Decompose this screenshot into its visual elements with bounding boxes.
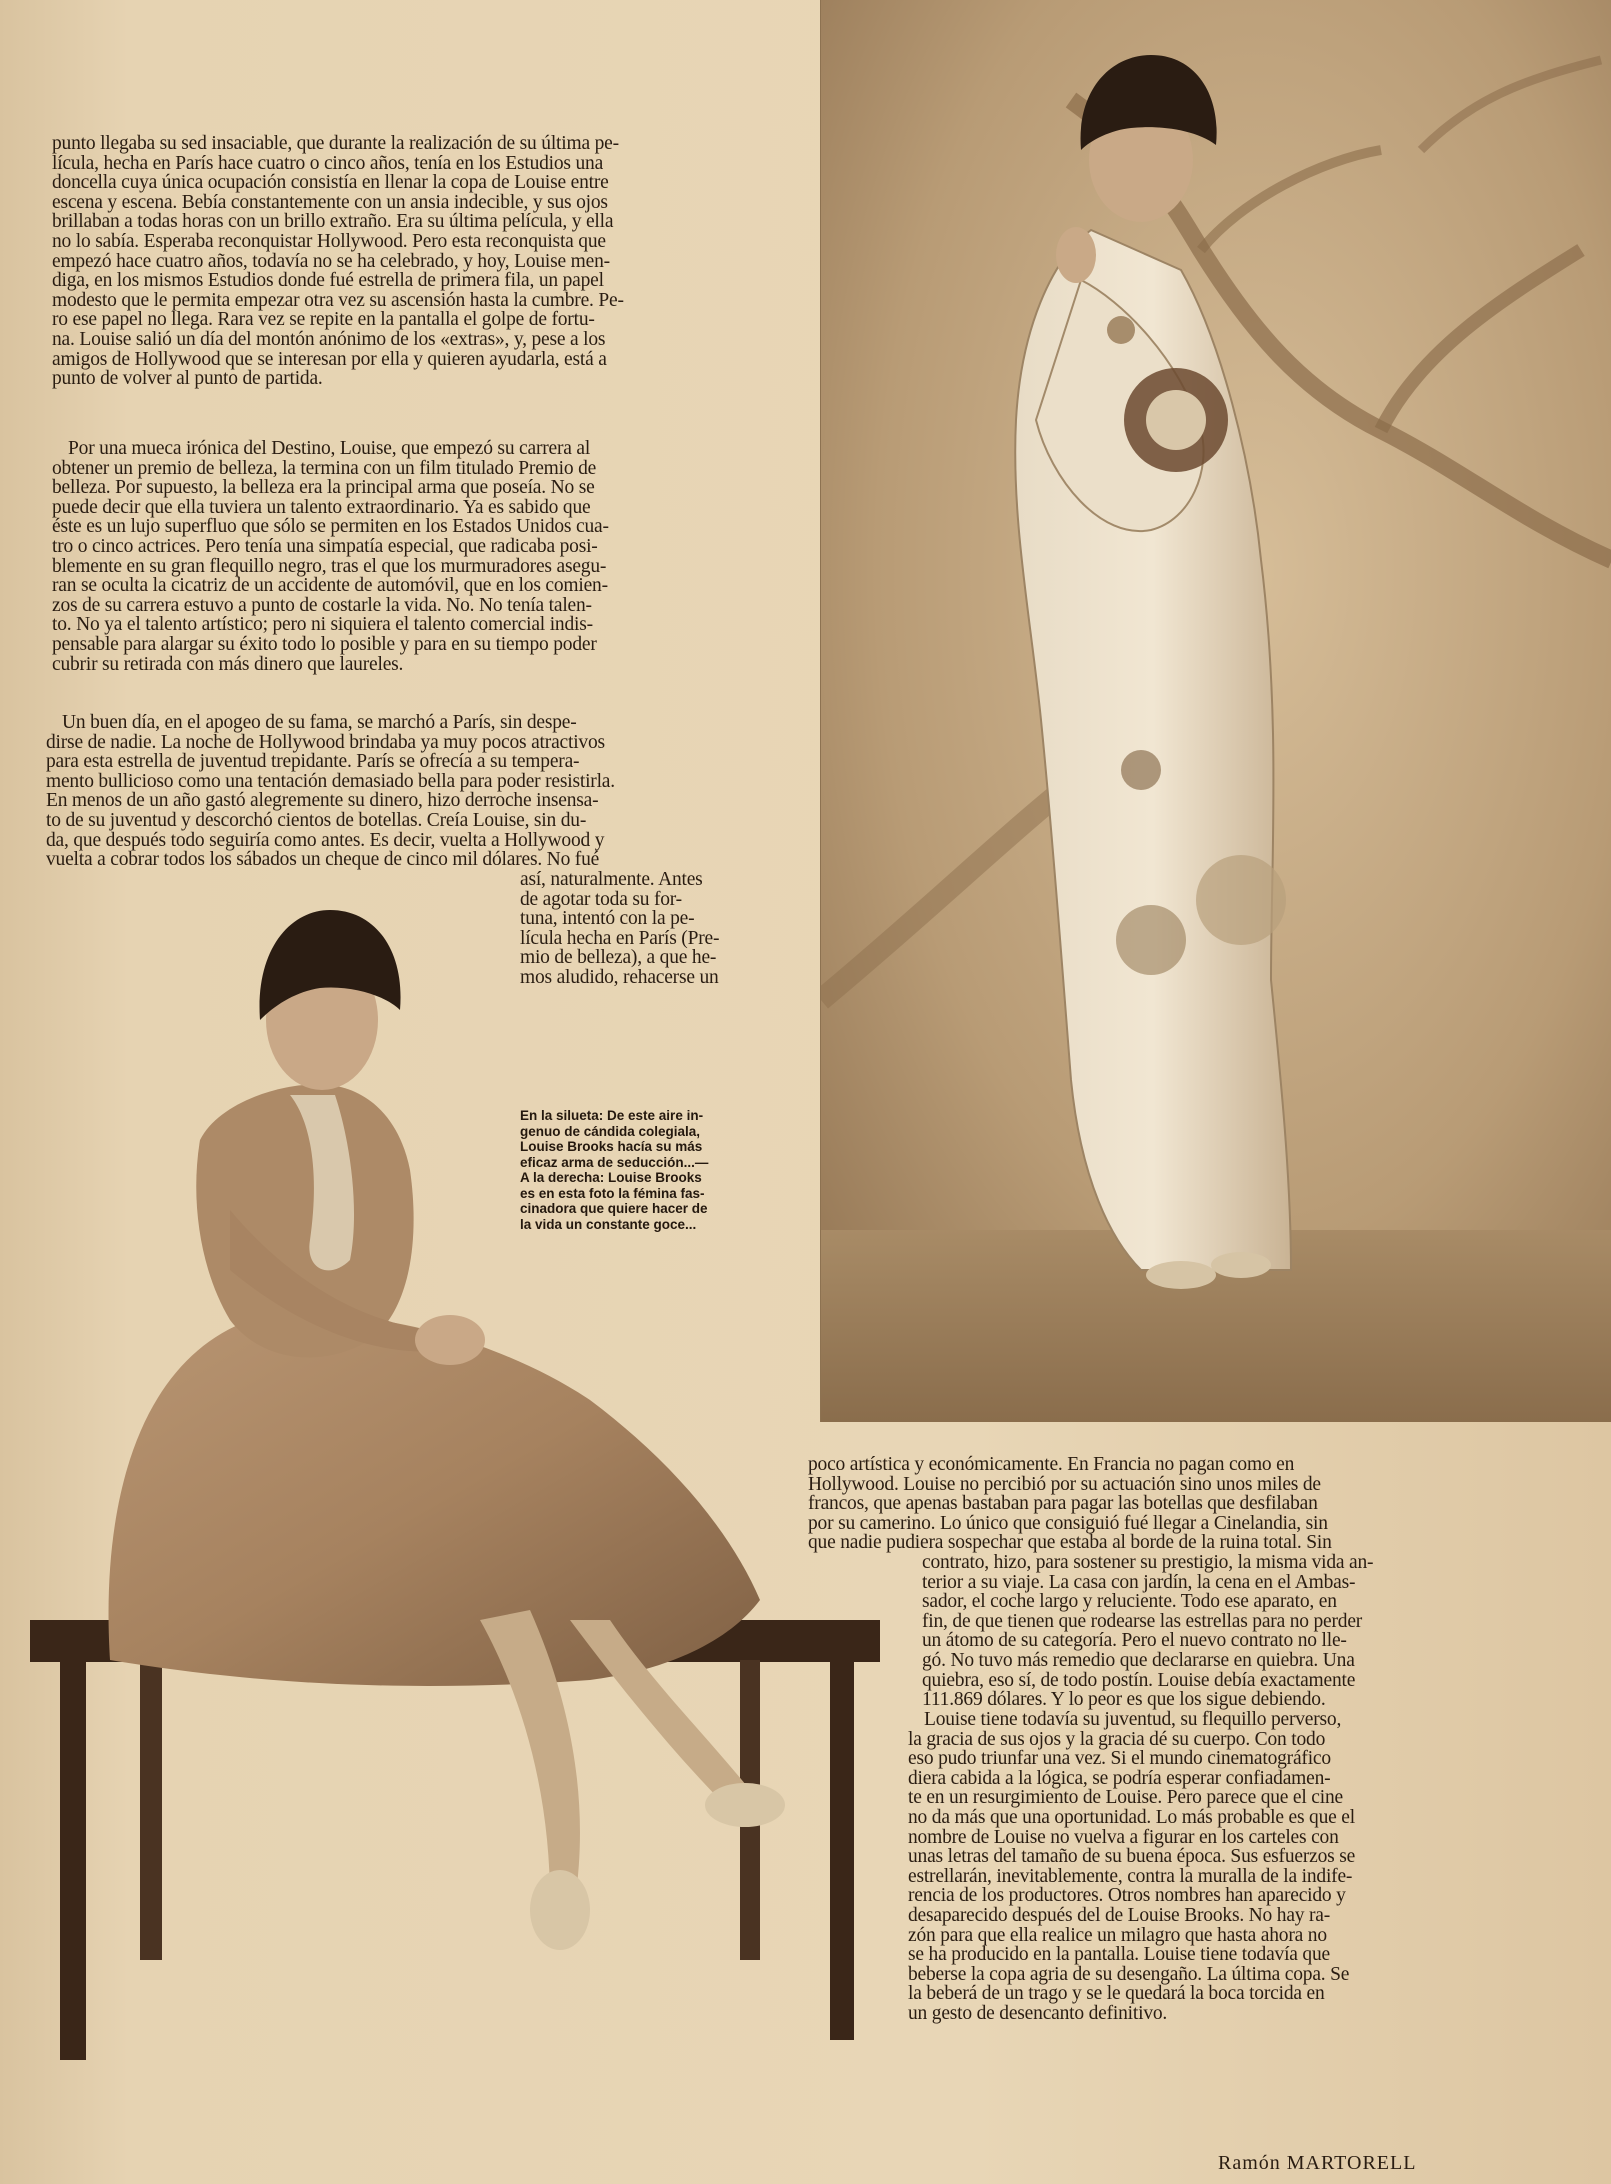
text-line: sador, el coche largo y reluciente. Todo ese aparato, en — [922, 1591, 1337, 1613]
text-line: mento bullicioso como una tentación demasiado bella para poder resistirla. — [46, 770, 615, 792]
photo-louise-kimono — [820, 0, 1611, 1422]
text-line: beberse la copa agria de su desengaño. La última copa. Se — [908, 1963, 1350, 1985]
text-line: desaparecido después del de Louise Brooks. No hay ra- — [908, 1904, 1331, 1926]
text-line: así, naturalmente. Antes — [520, 869, 703, 890]
text-line: la gracia de sus ojos y la gracia dé su cuerpo. Con todo — [908, 1728, 1326, 1750]
text-line: unas letras del tamaño de su buena época. Sus esfuerzos se — [908, 1846, 1356, 1868]
text-line: Por una mueca irónica del Destino, Louise, que empezó su carrera al — [68, 438, 591, 459]
text-line: nombre de Louise no vuelva a figurar en los carteles con — [908, 1826, 1339, 1848]
text-line: contrato, hizo, para sostener su prestigio, la misma vida an- — [922, 1552, 1374, 1573]
text-line: ran se oculta la cicatriz de un accidente de automóvil, que en los comien- — [52, 575, 608, 597]
paragraph-4 — [808, 1455, 1488, 1553]
caption-line: En la silueta: De este aire in- — [520, 1108, 704, 1123]
text-line: na. Louise salió un día del montón anónimo de los «extras», y, pese a los — [52, 328, 606, 350]
text-line: mio de belleza), a que he- — [520, 947, 717, 969]
text-line: doncella cuya única ocupación consistía en llenar la copa de Louise entre — [52, 172, 609, 194]
paragraph-4-continued — [922, 1553, 1488, 1710]
paragraph-1 — [52, 134, 778, 389]
text-line: para esta estrella de juventud trepidante. París se ofrecía a su tempera- — [46, 751, 580, 773]
text-line: éste es un lujo superfluo que sólo se permiten en los Estados Unidos cua- — [52, 516, 609, 538]
text-line: no lo sabía. Esperaba reconquistar Hollywood. Pero esta reconquista que — [52, 230, 606, 252]
text-line: to. No ya el talento artístico; pero ni siquiera el talento comercial indis- — [52, 614, 593, 636]
text-line: brillaban a todas horas con un brillo extraño. Era su última película, y ella — [52, 211, 614, 233]
text-line: dirse de nadie. La noche de Hollywood brindaba ya muy pocos atractivos — [46, 731, 605, 753]
text-line: vuelta a cobrar todos los sábados un cheque de cinco mil dólares. No fué — [46, 849, 600, 871]
text-line: un gesto de desencanto definitivo. — [908, 2002, 1168, 2024]
text-line: por su camerino. Lo único que consiguió fué llegar a Cinelandia, sin — [808, 1512, 1328, 1534]
text-line: quiebra, eso sí, de todo postín. Louise debía exactamente — [922, 1669, 1356, 1691]
text-line: pensable para alargar su éxito todo lo posible y para en su tiempo poder — [52, 633, 597, 655]
text-line: eso pudo triunfar una vez. Si el mundo cinematográfico — [908, 1748, 1331, 1770]
photo-caption — [520, 1108, 770, 1232]
text-line: 111.869 dólares. Y lo peor es que los sigue debiendo. — [922, 1689, 1326, 1711]
text-line: Hollywood. Louise no percibió por su actuación sino unos miles de — [808, 1473, 1321, 1495]
caption-line: cinadora que quiere hacer de — [520, 1201, 708, 1216]
text-line: mos aludido, rehacerse un — [520, 966, 719, 988]
text-line: rencia de los productores. Otros nombres han aparecido y — [908, 1885, 1346, 1907]
text-line: terior a su viaje. La casa con jardín, la cena en el Ambas- — [922, 1571, 1356, 1593]
text-line: un átomo de su categoría. Pero el nuevo contrato no lle- — [922, 1630, 1347, 1652]
text-line: zón para que ella realice un milagro que hasta ahora no — [908, 1924, 1327, 1946]
caption-line: genuo de cándida colegiala, — [520, 1123, 701, 1139]
text-line: escena y escena. Bebía constantemente con un ansia indecible, y sus ojos — [52, 191, 608, 213]
text-line: poco artística y económicamente. En Francia no pagan como en — [808, 1454, 1295, 1475]
text-line: zos de su carrera estuvo a punto de costarle la vida. No. No tenía talen- — [52, 594, 592, 616]
text-line: da, que después todo seguiría como antes. Es decir, vuelta a Hollywood y — [46, 829, 605, 851]
text-line: blemente en su gran flequillo negro, tras el que los murmuradores asegu- — [52, 555, 607, 577]
text-line: lícula hecha en París (Pre- — [520, 927, 720, 949]
paragraph-2 — [52, 439, 778, 674]
text-line: amigos de Hollywood que se interesan por ella y quieren ayudarla, está a — [52, 348, 607, 370]
caption-line: es en esta foto la fémina fas- — [520, 1185, 705, 1201]
text-line: Un buen día, en el apogeo de su fama, se marchó a París, sin despe- — [62, 712, 577, 733]
text-line: ro ese papel no llega. Rara vez se repite en la pantalla el golpe de fortu- — [52, 309, 595, 331]
text-line: que nadie pudiera sospechar que estaba al borde de la ruina total. Sin — [808, 1532, 1332, 1554]
text-line: gó. No tuvo más remedio que declararse en quiebra. Una — [922, 1649, 1355, 1671]
text-line: estrellarán, inevitablemente, contra la muralla de la indife- — [908, 1865, 1353, 1887]
text-line: francos, que apenas bastaban para pagar las botellas que desfilaban — [808, 1493, 1318, 1515]
text-line: no da más que una oportunidad. Lo más probable es que el — [908, 1806, 1355, 1828]
text-line: cubrir su retirada con más dinero que laureles. — [52, 653, 404, 675]
text-line: diga, en los mismos Estudios donde fué estrella de primera fila, un papel — [52, 270, 604, 292]
seated-photo-illustration — [30, 880, 890, 2170]
author-signature: Ramón MARTORELL — [1218, 2152, 1417, 2174]
text-line: se ha producido en la pantalla. Louise tiene todavía que — [908, 1944, 1330, 1966]
caption-line: A la derecha: Louise Brooks — [520, 1170, 702, 1185]
text-line: diera cabida a la lógica, se podría esperar confiadamen- — [908, 1767, 1331, 1789]
text-line: En menos de un año gastó alegremente su dinero, hizo derroche insensa- — [46, 790, 599, 812]
caption-line: eficaz arma de seducción...— — [520, 1154, 709, 1170]
caption-line: Louise Brooks hacía su más — [520, 1139, 703, 1154]
caption-line: la vida un constante goce... — [520, 1216, 697, 1232]
photo-louise-seated — [30, 880, 890, 2170]
paragraph-3 — [46, 713, 778, 870]
text-line: Louise tiene todavía su juventud, su flequillo perverso, — [924, 1709, 1342, 1730]
text-line: te en un resurgimiento de Louise. Pero parece que el cine — [908, 1787, 1343, 1809]
text-line: obtener un premio de belleza, la termina con un film titulado Premio de — [52, 457, 597, 479]
kimono-photo-illustration — [821, 0, 1611, 1422]
paragraph-3-continued — [520, 870, 775, 988]
text-line: puede decir que ella tuviera un talento extraordinario. Ya es sabido que — [52, 496, 591, 518]
text-line: fin, de que tienen que rodearse las estrellas para no perder — [922, 1610, 1363, 1632]
text-line: lícula, hecha en París hace cuatro o cinco años, tenía en los Estudios una — [52, 152, 604, 174]
text-line: tuna, intentó con la pe- — [520, 908, 695, 930]
text-line: to de su juventud y descorchó cientos de botellas. Creía Louise, sin du- — [46, 809, 587, 831]
text-line: punto llegaba su sed insaciable, que durante la realización de su última pe- — [52, 133, 619, 154]
text-line: tro o cinco actrices. Pero tenía una simpatía especial, que radicaba posi- — [52, 535, 598, 557]
text-line: de agotar toda su for- — [520, 888, 682, 910]
text-line: punto de volver al punto de partida. — [52, 368, 323, 390]
text-line: modesto que le permita empezar otra vez su ascensión hasta la cumbre. Pe- — [52, 289, 624, 311]
text-line: belleza. Por supuesto, la belleza era la principal arma que poseía. No se — [52, 477, 595, 499]
text-line: la beberá de un trago y se le quedará la boca torcida en — [908, 1983, 1325, 2005]
text-line: empezó hace cuatro años, todavía no se ha celebrado, y hoy, Louise men- — [52, 250, 610, 272]
paragraph-5 — [908, 1710, 1488, 2024]
